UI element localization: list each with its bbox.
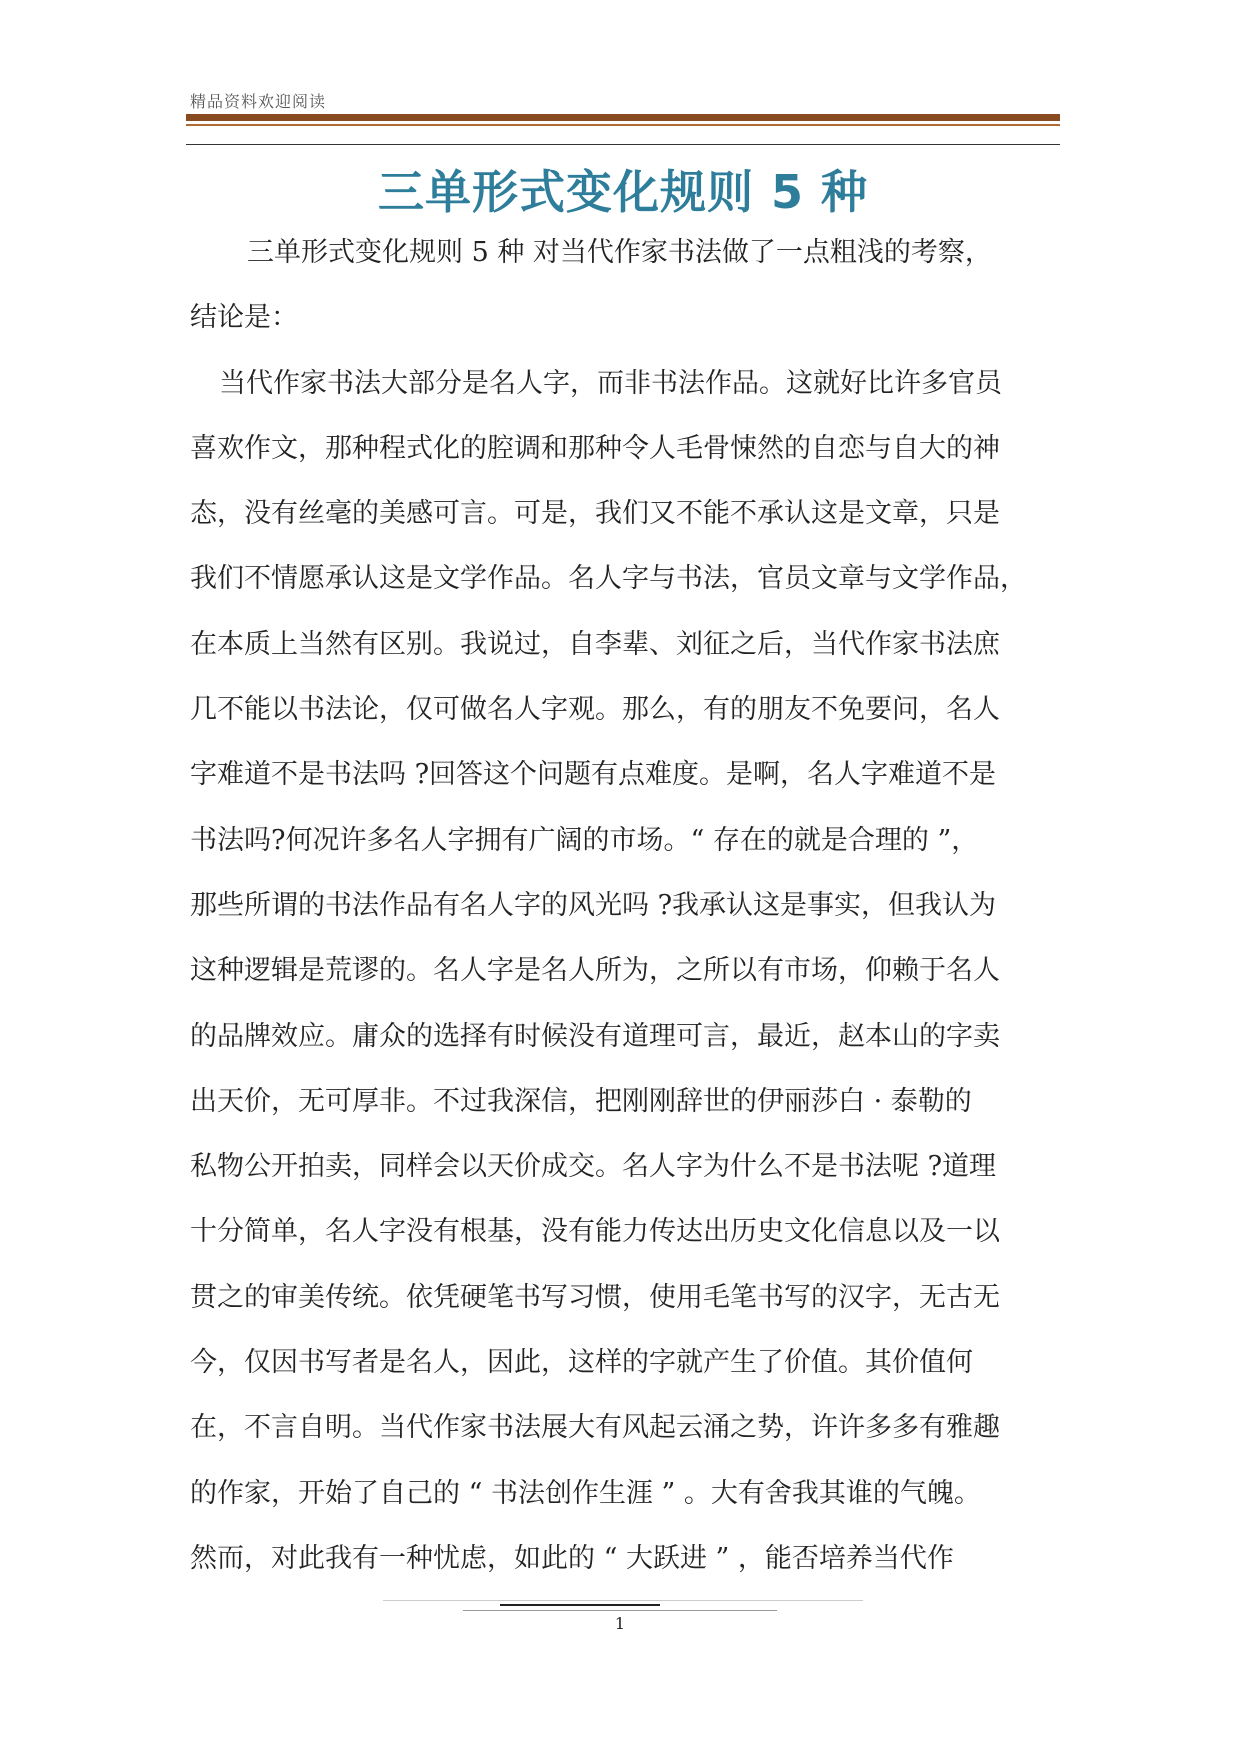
- text-line: 贯之的审美传统。依凭硬笔书写习惯，使用毛笔书写的汉字，无古无: [190, 1281, 1000, 1313]
- text-line: 字难道不是书法吗 ?回答这个问题有点难度。是啊，名人字难道不是: [190, 759, 997, 791]
- footer-rule: [383, 1600, 863, 1601]
- text-line: 喜欢作文，那种程式化的腔调和那种令人毛骨悚然的自恋与自大的神: [190, 432, 1000, 464]
- header-rule-thin: [186, 144, 1060, 145]
- text-line: 私物公开拍卖，同样会以天价成交。名人字为什么不是书法呢 ?道理: [190, 1151, 997, 1183]
- footer-rule-lower: [463, 1610, 777, 1611]
- text-line: 的品牌效应。庸众的选择有时候没有道理可言，最近，赵本山的字卖: [190, 1020, 1000, 1052]
- text-line: 十分简单，名人字没有根基，没有能力传达出历史文化信息以及一以: [190, 1216, 1000, 1248]
- text-line: 今，仅因书写者是名人，因此，这样的字就产生了价值。其价值何: [190, 1347, 973, 1379]
- text-line: 我们不情愿承认这是文学作品。名人字与书法，官员文章与文学作品，: [190, 563, 1027, 595]
- text-line: 当代作家书法大部分是名人字，而非书法作品。这就好比许多官员: [219, 367, 1002, 399]
- text-line: 三单形式变化规则 5 种 对当代作家书法做了一点粗浅的考察，: [247, 237, 992, 268]
- text-line: 在本质上当然有区别。我说过，自李辈、刘征之后，当代作家书法庶: [190, 628, 1000, 660]
- page-number: 1: [614, 1614, 626, 1633]
- text-line: 出天价，无可厚非。不过我深信，把刚刚辞世的伊丽莎白 · 泰勒的: [190, 1085, 972, 1117]
- text-line: 书法吗?何况许多名人字拥有广阔的市场。“ 存在的就是合理的 ”，: [190, 824, 979, 856]
- text-line: 几不能以书法论，仅可做名人字观。那么，有的朋友不免要问，名人: [190, 694, 1000, 726]
- header-label: 精品资料欢迎阅读: [190, 92, 327, 111]
- text-line: 在，不言自明。当代作家书法展大有风起云涌之势，许许多多有雅趣: [190, 1412, 1000, 1444]
- footer-rule-center: [500, 1604, 660, 1606]
- header-rule-accent: [186, 124, 1060, 126]
- body-text: [190, 220, 1070, 1591]
- text-line: 那些所谓的书法作品有名人字的风光吗 ?我承认这是事实，但我认为: [190, 889, 997, 921]
- text-line: 结论是：: [190, 302, 298, 334]
- text-line: 的作家，开始了自己的 “ 书法创作生涯 ” 。大有舍我其谁的气魄。: [190, 1477, 981, 1509]
- header-rule-thick: [186, 114, 1060, 121]
- text-line: 态，没有丝毫的美感可言。可是，我们又不能不承认这是文章，只是: [190, 498, 1000, 530]
- text-line: 然而，对此我有一种忧虑，如此的 “ 大跃进 ” ，能否培养当代作: [190, 1542, 954, 1574]
- text-line: 这种逻辑是荒谬的。名人字是名人所为，之所以有市场，仰赖于名人: [190, 955, 1000, 987]
- document-title: 三单形式变化规则 5 种: [377, 165, 869, 219]
